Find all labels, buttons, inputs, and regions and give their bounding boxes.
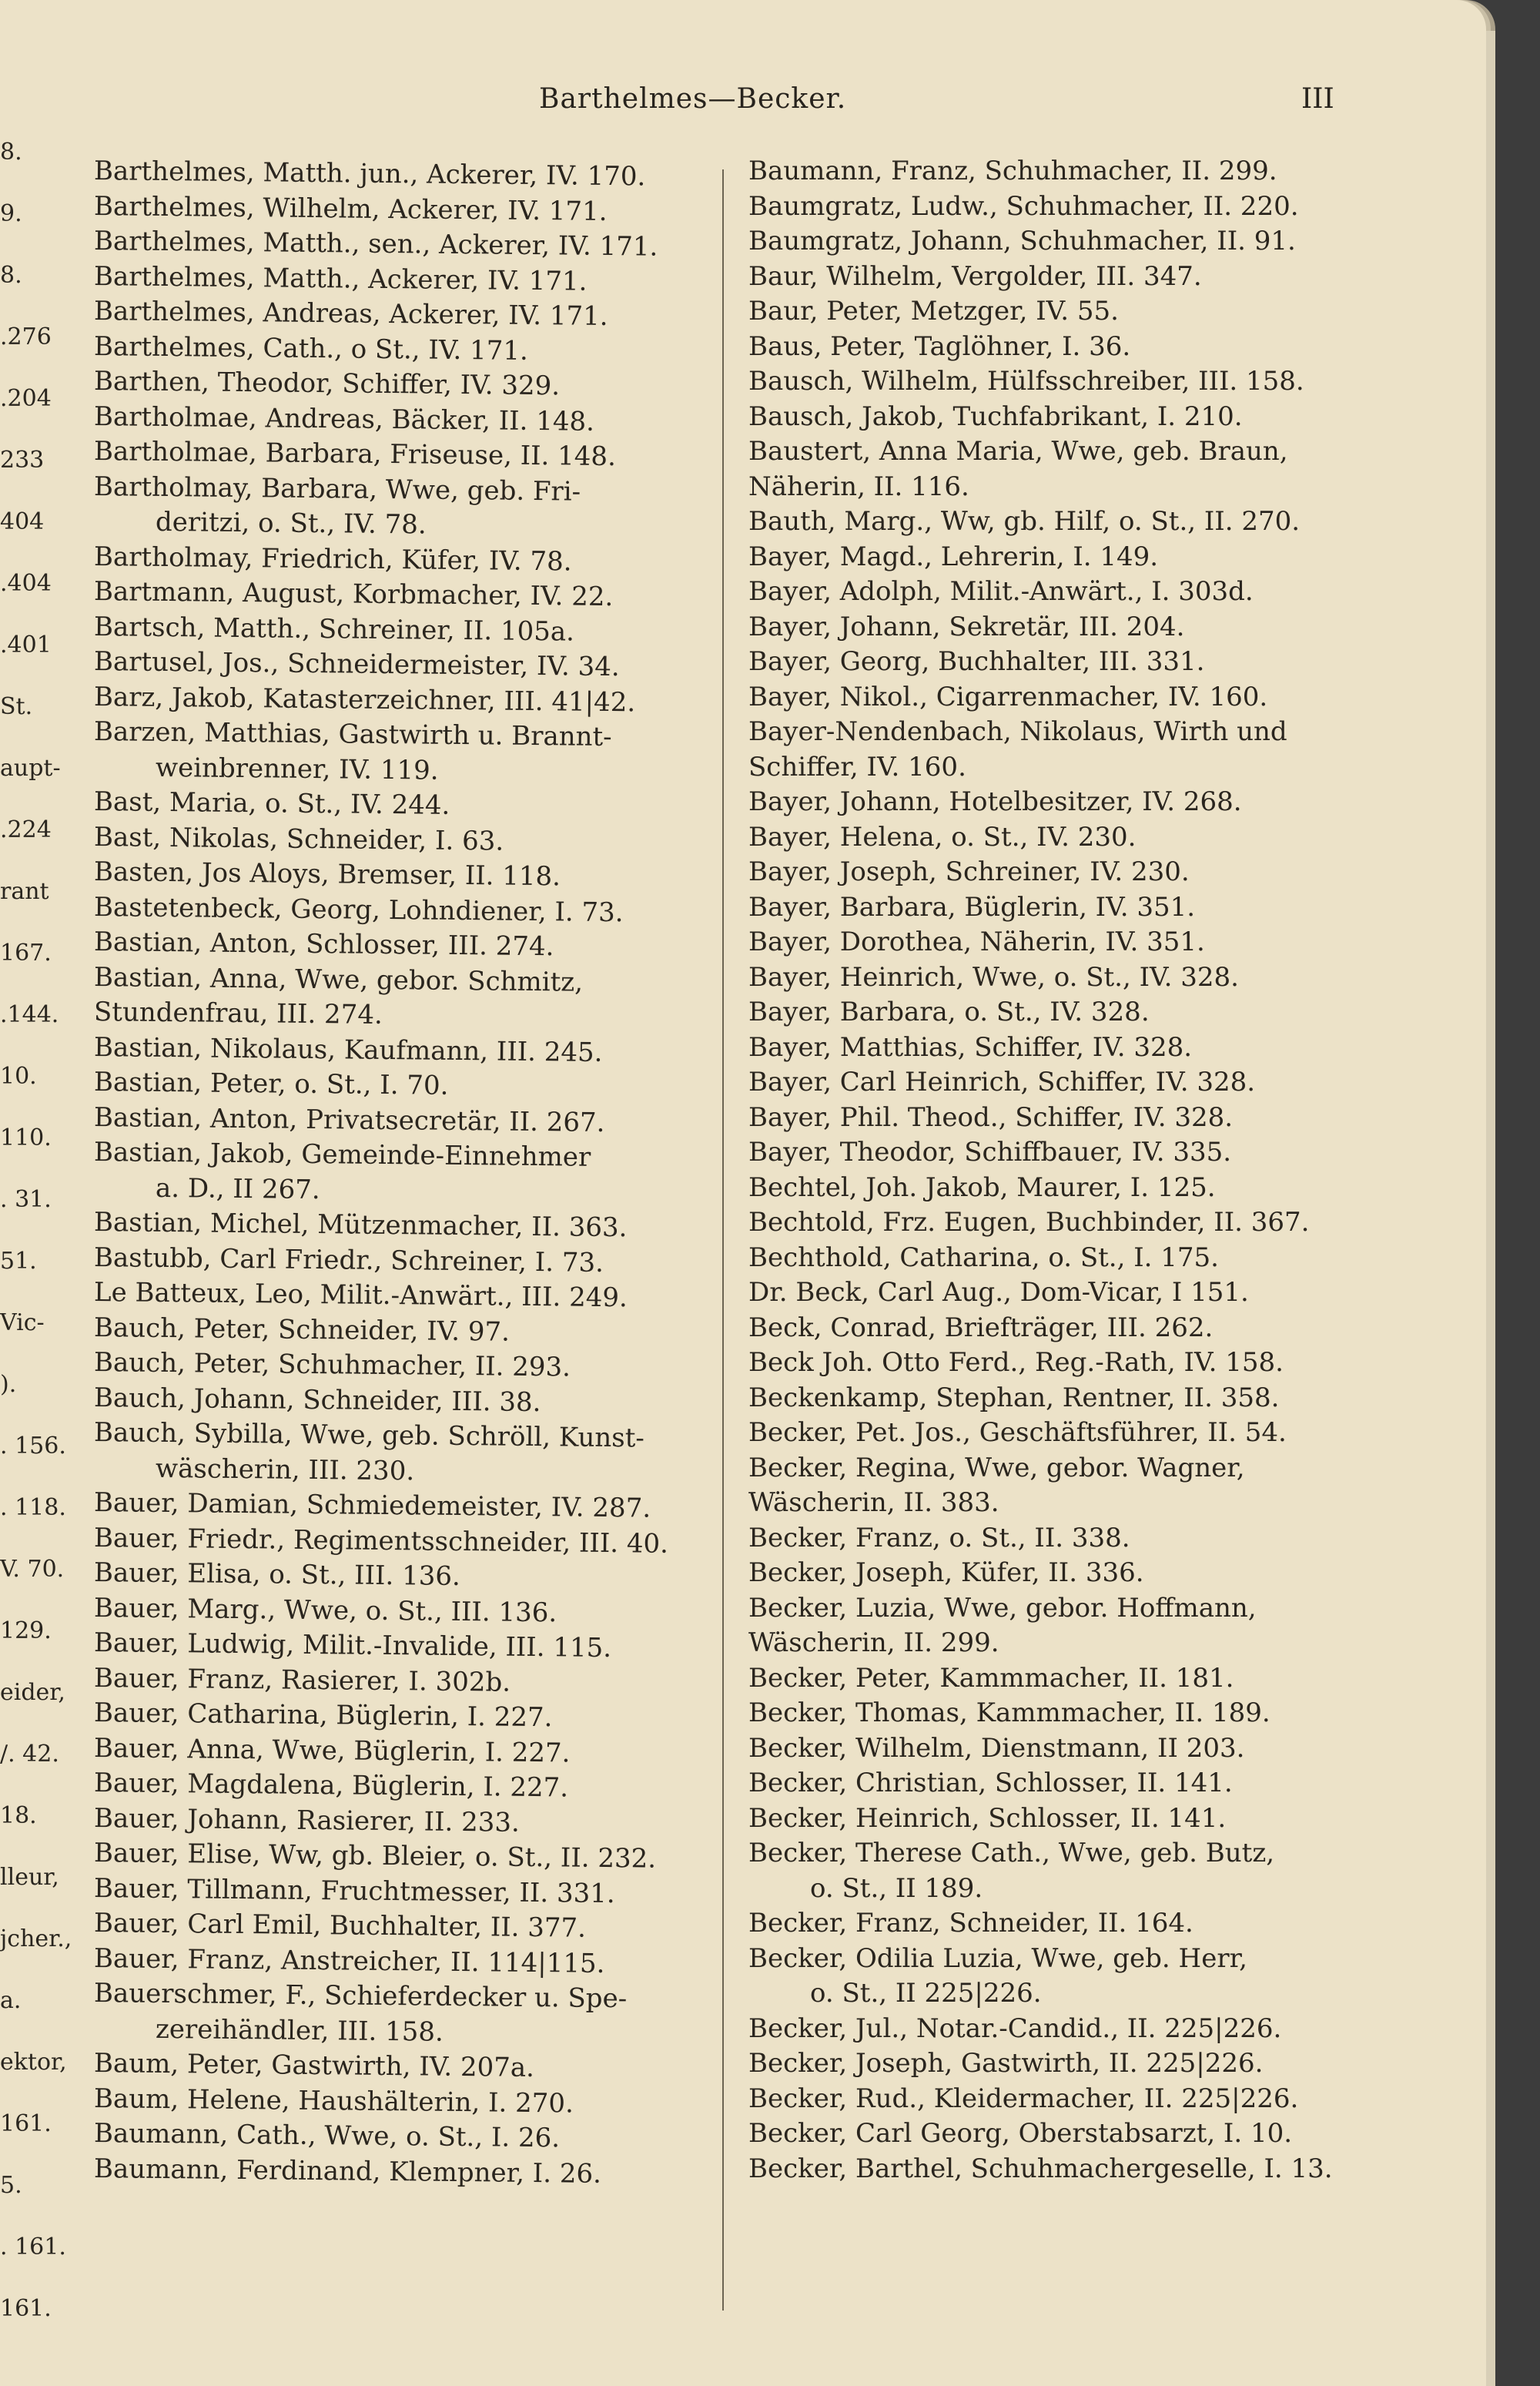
directory-entry: Bechtel, Joh. Jakob, Maurer, I. 125. bbox=[748, 1171, 1216, 1203]
directory-entry: Bayer, Magd., Lehrerin, I. 149. bbox=[748, 541, 1159, 572]
margin-fragment: 18. bbox=[0, 1802, 37, 1829]
directory-entry: Bayer, Barbara, o. St., IV. 328. bbox=[748, 997, 1150, 1027]
margin-fragment: Vic- bbox=[0, 1309, 45, 1336]
directory-entry: Bauer, Ludwig, Milit.-Invalide, III. 115. bbox=[93, 1627, 612, 1664]
directory-entry: Bayer, Nikol., Cigarrenmacher, IV. 160. bbox=[748, 681, 1268, 712]
margin-fragment: . 156. bbox=[0, 1433, 66, 1459]
directory-entry: Schiffer, IV. 160. bbox=[748, 751, 966, 782]
book-edge bbox=[1486, 31, 1495, 2386]
margin-fragment: . 161. bbox=[0, 2234, 66, 2260]
directory-entry: Bartmann, August, Korbmacher, IV. 22. bbox=[93, 576, 614, 613]
directory-entry: Baum, Peter, Gastwirth, IV. 207a. bbox=[93, 2048, 535, 2083]
directory-entry: Bauer, Marg., Wwe, o. St., III. 136. bbox=[93, 1592, 557, 1628]
margin-fragment: aupt- bbox=[0, 755, 61, 782]
directory-entry: Bayer, Matthias, Schiffer, IV. 328. bbox=[748, 1031, 1193, 1063]
directory-entry: deritzi, o. St., IV. 78. bbox=[155, 506, 427, 541]
directory-entry: weinbrenner, IV. 119. bbox=[155, 752, 439, 786]
directory-entry: Bauth, Marg., Ww, gb. Hilf, o. St., II. 270. bbox=[748, 506, 1301, 537]
margin-fragment: .224 bbox=[0, 816, 52, 843]
directory-entry: Bastian, Nikolaus, Kaufmann, III. 245. bbox=[93, 1031, 603, 1068]
directory-entry: Bastetenbeck, Georg, Lohndiener, I. 73. bbox=[93, 891, 624, 928]
margin-fragment: .144. bbox=[0, 1001, 59, 1028]
directory-entry: Näherin, II. 116. bbox=[748, 471, 969, 502]
margin-fragment: 129. bbox=[0, 1617, 52, 1644]
directory-entry: Baumgratz, Johann, Schuhmacher, II. 91. bbox=[748, 226, 1296, 256]
directory-entry: Stundenfrau, III. 274. bbox=[93, 997, 383, 1030]
margin-fragment: 8. bbox=[0, 262, 22, 289]
directory-entry: Becker, Wilhelm, Dienstmann, II 203. bbox=[748, 1732, 1245, 1764]
directory-entry: Bartusel, Jos., Schneidermeister, IV. 34. bbox=[93, 646, 620, 683]
margin-fragment: 161. bbox=[0, 2110, 52, 2137]
margin-fragment: eider, bbox=[0, 1679, 65, 1706]
directory-entry: Bastian, Michel, Mützenmacher, II. 363. bbox=[93, 1207, 628, 1244]
directory-entry: Bastian, Anna, Wwe, gebor. Schmitz, bbox=[93, 961, 584, 998]
margin-fragment: 51. bbox=[0, 1248, 37, 1275]
directory-entry: Becker, Joseph, Gastwirth, II. 225|226. bbox=[748, 2048, 1264, 2079]
previous-page-margin bbox=[0, 139, 92, 2372]
directory-entry: Le Batteux, Leo, Milit.-Anwärt., III. 249. bbox=[93, 1277, 628, 1314]
directory-entry: zereihändler, III. 158. bbox=[155, 2013, 444, 2048]
directory-entry: Baum, Helene, Haushälterin, I. 270. bbox=[93, 2083, 574, 2120]
directory-entry: Bayer, Barbara, Büglerin, IV. 351. bbox=[748, 891, 1196, 923]
directory-entry: Bayer-Nendenbach, Nikolaus, Wirth und bbox=[748, 716, 1287, 747]
directory-entry: Bartholmay, Friedrich, Küfer, IV. 78. bbox=[93, 541, 572, 577]
directory-entry: Bartholmae, Andreas, Bäcker, II. 148. bbox=[93, 400, 595, 437]
directory-entry: Bastian, Jakob, Gemeinde-Einnehmer bbox=[93, 1137, 591, 1173]
directory-entry: Bayer, Heinrich, Wwe, o. St., IV. 328. bbox=[748, 961, 1239, 993]
directory-entry: Dr. Beck, Carl Aug., Dom-Vicar, I 151. bbox=[748, 1277, 1249, 1308]
directory-entry: Bayer, Johann, Sekretär, III. 204. bbox=[748, 611, 1185, 642]
directory-entry: Bauer, Catharina, Büglerin, I. 227. bbox=[93, 1697, 553, 1734]
margin-fragment: 233 bbox=[0, 447, 45, 474]
directory-entry: Bausch, Wilhelm, Hülfsschreiber, III. 158. bbox=[748, 366, 1304, 397]
directory-entry: Baumann, Ferdinand, Klempner, I. 26. bbox=[93, 2153, 602, 2190]
directory-entry: Barthelmes, Cath., o St., IV. 171. bbox=[93, 330, 528, 367]
directory-entry: Becker, Jul., Notar.-Candid., II. 225|226. bbox=[748, 2012, 1282, 2044]
directory-entry: Bauch, Johann, Schneider, III. 38. bbox=[93, 1382, 541, 1418]
directory-entry: Bauch, Sybilla, Wwe, geb. Schröll, Kunst- bbox=[93, 1417, 645, 1454]
directory-entry: Becker, Luzia, Wwe, gebor. Hoffmann, bbox=[748, 1592, 1257, 1624]
margin-fragment: ektor, bbox=[0, 2049, 67, 2076]
directory-entry: Bauer, Damian, Schmiedemeister, IV. 287. bbox=[93, 1487, 651, 1524]
margin-fragment: . 118. bbox=[0, 1494, 66, 1521]
directory-entry: Bauch, Peter, Schuhmacher, II. 293. bbox=[93, 1347, 571, 1383]
directory-entry: Barthelmes, Matth., Ackerer, IV. 171. bbox=[93, 260, 588, 297]
directory-entry: Becker, Franz, o. St., II. 338. bbox=[748, 1522, 1130, 1553]
margin-fragment: rant bbox=[0, 878, 49, 905]
directory-entry: Baumann, Cath., Wwe, o. St., I. 26. bbox=[93, 2118, 561, 2154]
margin-fragment: .401 bbox=[0, 632, 52, 658]
margin-fragment: lleur, bbox=[0, 1864, 59, 1891]
directory-entry: Beck Joh. Otto Ferd., Reg.-Rath, IV. 158. bbox=[748, 1347, 1284, 1378]
directory-entry: Barz, Jakob, Katasterzeichner, III. 41|42. bbox=[93, 681, 636, 718]
directory-entry: Bauer, Johann, Rasierer, II. 233. bbox=[93, 1802, 521, 1838]
directory-entry: Bastian, Anton, Privatsecretär, II. 267. bbox=[93, 1101, 605, 1138]
directory-entry: Bayer, Johann, Hotelbesitzer, IV. 268. bbox=[748, 786, 1242, 817]
directory-entry: Bayer, Theodor, Schiffbauer, IV. 335. bbox=[748, 1137, 1232, 1168]
right-column bbox=[748, 154, 1380, 2187]
directory-entry: Bast, Nikolas, Schneider, I. 63. bbox=[93, 821, 504, 857]
directory-entry: Bauer, Carl Emil, Buchhalter, II. 377. bbox=[93, 1908, 587, 1944]
directory-entry: Bechtold, Frz. Eugen, Buchbinder, II. 367. bbox=[748, 1207, 1310, 1238]
margin-fragment: 110. bbox=[0, 1124, 52, 1151]
directory-entry: Bayer, Joseph, Schreiner, IV. 230. bbox=[748, 856, 1190, 887]
page-number: III bbox=[1301, 83, 1334, 115]
directory-entry: Bauer, Elisa, o. St., III. 136. bbox=[93, 1557, 460, 1592]
margin-fragment: .204 bbox=[0, 385, 52, 412]
directory-entry: Baustert, Anna Maria, Wwe, geb. Braun, bbox=[748, 436, 1288, 467]
margin-fragment: 10. bbox=[0, 1063, 37, 1090]
directory-entry: Bastubb, Carl Friedr., Schreiner, I. 73. bbox=[93, 1242, 604, 1278]
directory-entry: Bastian, Peter, o. St., I. 70. bbox=[93, 1067, 449, 1101]
directory-entry: Barthelmes, Matth. jun., Ackerer, IV. 170. bbox=[93, 156, 646, 193]
directory-entry: Bayer, Adolph, Milit.-Anwärt., I. 303d. bbox=[748, 576, 1254, 607]
margin-fragment: 167. bbox=[0, 940, 52, 967]
directory-entry: Wäscherin, II. 299. bbox=[748, 1627, 999, 1658]
page-header bbox=[0, 83, 1486, 129]
directory-entry: Becker, Christian, Schlosser, II. 141. bbox=[748, 1768, 1233, 1798]
directory-entry: Becker, Thomas, Kammmacher, II. 189. bbox=[748, 1697, 1270, 1728]
directory-entry: Bauer, Anna, Wwe, Büglerin, I. 227. bbox=[93, 1732, 571, 1768]
directory-entry: Bartholmae, Barbara, Friseuse, II. 148. bbox=[93, 436, 617, 473]
margin-fragment: .276 bbox=[0, 323, 52, 350]
directory-entry: Becker, Pet. Jos., Geschäftsführer, II. 54. bbox=[748, 1417, 1287, 1448]
directory-entry: Bastian, Anton, Schlosser, III. 274. bbox=[93, 927, 554, 963]
directory-entry: Barthelmes, Andreas, Ackerer, IV. 171. bbox=[93, 296, 608, 332]
margin-fragment: V. 70. bbox=[0, 1556, 65, 1583]
margin-fragment: jcher., bbox=[0, 1925, 72, 1952]
directory-entry: Bauer, Magdalena, Büglerin, I. 227. bbox=[93, 1768, 569, 1804]
margin-fragment: 8. bbox=[0, 139, 22, 166]
directory-entry: Bayer, Carl Heinrich, Schiffer, IV. 328. bbox=[748, 1067, 1256, 1097]
margin-fragment: 9. bbox=[0, 200, 22, 227]
directory-entry: Beck, Conrad, Briefträger, III. 262. bbox=[748, 1312, 1214, 1343]
directory-entry: Baumann, Franz, Schuhmacher, II. 299. bbox=[748, 156, 1277, 186]
margin-fragment: ). bbox=[0, 1371, 17, 1398]
page-title: Barthelmes—Becker. bbox=[539, 83, 847, 115]
margin-fragment: .404 bbox=[0, 570, 52, 597]
directory-entry: Bauerschmer, F., Schieferdecker u. Spe- bbox=[93, 1978, 628, 2015]
directory-entry: Becker, Joseph, Küfer, II. 336. bbox=[748, 1557, 1144, 1588]
directory-entry: Bayer, Georg, Buchhalter, III. 331. bbox=[748, 646, 1205, 677]
directory-entry: Barthen, Theodor, Schiffer, IV. 329. bbox=[93, 366, 561, 402]
directory-entry: Bartholmay, Barbara, Wwe, geb. Fri- bbox=[93, 471, 581, 508]
directory-entry: Becker, Therese Cath., Wwe, geb. Butz, bbox=[748, 1838, 1275, 1868]
directory-entry: Becker, Barthel, Schuhmachergeselle, I. 13. bbox=[748, 2153, 1333, 2184]
directory-entry: wäscherin, III. 230. bbox=[155, 1453, 415, 1486]
directory-entry: Bayer, Phil. Theod., Schiffer, IV. 328. bbox=[748, 1101, 1234, 1133]
margin-fragment: . 31. bbox=[0, 1186, 52, 1213]
directory-entry: Bast, Maria, o. St., IV. 244. bbox=[93, 786, 450, 821]
margin-fragment: 404 bbox=[0, 508, 45, 535]
directory-entry: Becker, Rud., Kleidermacher, II. 225|226. bbox=[748, 2083, 1299, 2114]
directory-entry: Becker, Odilia Luzia, Wwe, geb. Herr, bbox=[748, 1942, 1247, 1974]
margin-fragment: /. 42. bbox=[0, 1741, 59, 1768]
directory-entry: Becker, Franz, Schneider, II. 164. bbox=[748, 1908, 1194, 1939]
directory-entry: Bartsch, Matth., Schreiner, II. 105a. bbox=[93, 611, 575, 648]
directory-entry: Becker, Regina, Wwe, gebor. Wagner, bbox=[748, 1452, 1245, 1483]
directory-entry: Barzen, Matthias, Gastwirth u. Brannt- bbox=[93, 716, 612, 753]
directory-entry: Bauer, Elise, Ww, gb. Bleier, o. St., II. 232. bbox=[93, 1838, 657, 1875]
margin-fragment: a. bbox=[0, 1987, 22, 2014]
directory-entry: Bayer, Helena, o. St., IV. 230. bbox=[748, 821, 1137, 853]
directory-entry: Baur, Peter, Metzger, IV. 55. bbox=[748, 296, 1119, 327]
directory-entry: Bauer, Tillmann, Fruchtmesser, II. 331. bbox=[93, 1872, 615, 1909]
directory-entry: Bauer, Franz, Anstreicher, II. 114|115. bbox=[93, 1942, 605, 1979]
directory-entry: Barthelmes, Wilhelm, Ackerer, IV. 171. bbox=[93, 190, 608, 227]
directory-entry: Bauer, Friedr., Regimentsschneider, III. 40. bbox=[93, 1522, 669, 1560]
directory-entry: Wäscherin, II. 383. bbox=[748, 1487, 999, 1518]
directory-entry: Bausch, Jakob, Tuchfabrikant, I. 210. bbox=[748, 400, 1243, 432]
directory-entry: Basten, Jos Aloys, Bremser, II. 118. bbox=[93, 856, 561, 893]
directory-entry: Bauch, Peter, Schneider, IV. 97. bbox=[93, 1312, 511, 1348]
directory-entry: Beckenkamp, Stephan, Rentner, II. 358. bbox=[748, 1382, 1280, 1413]
directory-entry: Becker, Peter, Kammmacher, II. 181. bbox=[748, 1662, 1234, 1694]
left-column bbox=[93, 154, 725, 2190]
directory-entry: a. D., II 267. bbox=[155, 1172, 320, 1205]
directory-entry: Baumgratz, Ludw., Schuhmacher, II. 220. bbox=[748, 190, 1299, 222]
directory-entry: Bayer, Dorothea, Näherin, IV. 351. bbox=[748, 927, 1205, 957]
directory-entry: Baur, Wilhelm, Vergolder, III. 347. bbox=[748, 260, 1202, 292]
directory-entry: Becker, Carl Georg, Oberstabsarzt, I. 10. bbox=[748, 2118, 1293, 2149]
directory-entry: Bechthold, Catharina, o. St., I. 175. bbox=[748, 1242, 1219, 1273]
directory-entry: Barthelmes, Matth., sen., Ackerer, IV. 171. bbox=[93, 226, 658, 263]
directory-entry: o. St., II 225|226. bbox=[810, 1978, 1042, 2009]
directory-entry: o. St., II 189. bbox=[810, 1872, 983, 1904]
directory-entry: Baus, Peter, Taglöhner, I. 36. bbox=[748, 330, 1131, 362]
margin-fragment: 161. bbox=[0, 2295, 52, 2322]
margin-fragment: 5. bbox=[0, 2172, 22, 2199]
directory-entry: Bauer, Franz, Rasierer, I. 302b. bbox=[93, 1662, 511, 1698]
margin-fragment: St. bbox=[0, 693, 33, 720]
directory-entry: Becker, Heinrich, Schlosser, II. 141. bbox=[748, 1802, 1227, 1834]
